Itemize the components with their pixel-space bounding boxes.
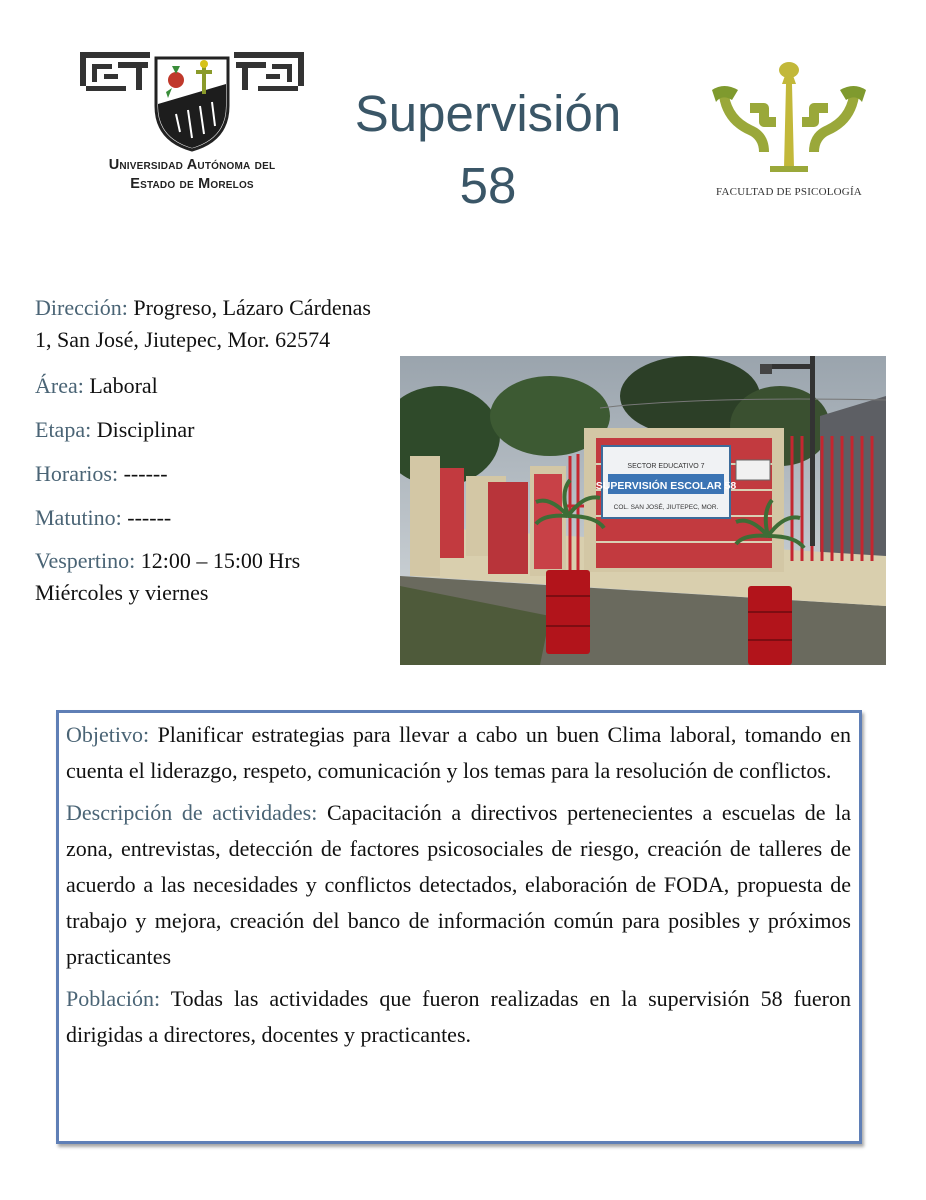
afternoon-field [35, 545, 300, 609]
schedule-label: Horarios: [35, 461, 119, 486]
days-value: Miércoles y viernes [35, 580, 209, 605]
sign-top-text: SECTOR EDUCATIVO 7 [627, 463, 705, 470]
area-label: Área: [35, 373, 84, 398]
schedule-value: ------ [123, 461, 168, 486]
description-box [56, 710, 862, 1144]
uaem-logo [76, 44, 308, 204]
uaem-name-line1: Universidad Autónoma del [108, 157, 276, 173]
activities-label: Descripción de actividades: [66, 800, 318, 825]
building-photo [400, 356, 886, 665]
stage-label: Etapa: [35, 417, 92, 442]
area-value: Laboral [89, 373, 158, 398]
afternoon-label: Vespertino: [35, 548, 136, 573]
objective-text: Planificar estrategias para llevar a cabo un buen Clima laboral, tomando en cuenta el liderazgo, respeto, comunicación y los temas para la resolución de conflictos. [66, 722, 851, 783]
afternoon-value: 12:00 – 15:00 Hrs [140, 548, 301, 573]
psi-symbol-icon [704, 56, 874, 184]
morning-label: Matutino: [35, 505, 122, 530]
address-field [35, 292, 475, 356]
title-line-2: 58 [459, 157, 517, 214]
title-line-1: Supervisión [354, 85, 622, 142]
morning-field [35, 502, 171, 534]
activities-text: Capacitación a directivos pertenecientes a escuelas de la zona, entrevistas, detección de factores psicosociales de riesgo, creación de talleres de acuerdo a las necesidades y conflictos detectados, elaboración de FODA, propuesta de trabajo y mejora, creación del banco de información común para posibles y próximos practicantes [66, 800, 851, 969]
uaem-name [76, 156, 308, 194]
uaem-name-line2: Estado de Morelos [130, 176, 254, 192]
population-text: Todas las actividades que fueron realizadas en la supervisión 58 fueron dirigidas a directores, docentes y practicantes. [66, 986, 851, 1047]
activities-paragraph [66, 795, 851, 975]
objective-label: Objetivo: [66, 722, 150, 747]
area-field [35, 370, 158, 402]
address-value-2: 1, San José, Jiutepec, Mor. 62574 [35, 327, 331, 352]
sign-bottom-text: COL. SAN JOSÉ, JIUTEPEC, MOR. [613, 504, 719, 511]
uaem-crest-icon [76, 44, 308, 154]
page-title [330, 78, 646, 222]
address-value-1: Progreso, Lázaro Cárdenas [133, 295, 371, 320]
population-paragraph [66, 981, 851, 1053]
population-label: Población: [66, 986, 161, 1011]
stage-value: Disciplinar [96, 417, 195, 442]
sign-main-text: SUPERVISIÓN ESCOLAR 58 [595, 480, 737, 492]
schedule-field [35, 458, 168, 490]
address-label: Dirección: [35, 295, 128, 320]
psychology-faculty-logo [704, 56, 874, 206]
school-supervision-photo [400, 356, 886, 665]
objective-paragraph [66, 717, 851, 789]
psychology-faculty-name: FACULTAD DE PSICOLOGÍA [716, 186, 862, 198]
stage-field [35, 414, 194, 446]
morning-value: ------ [127, 505, 172, 530]
